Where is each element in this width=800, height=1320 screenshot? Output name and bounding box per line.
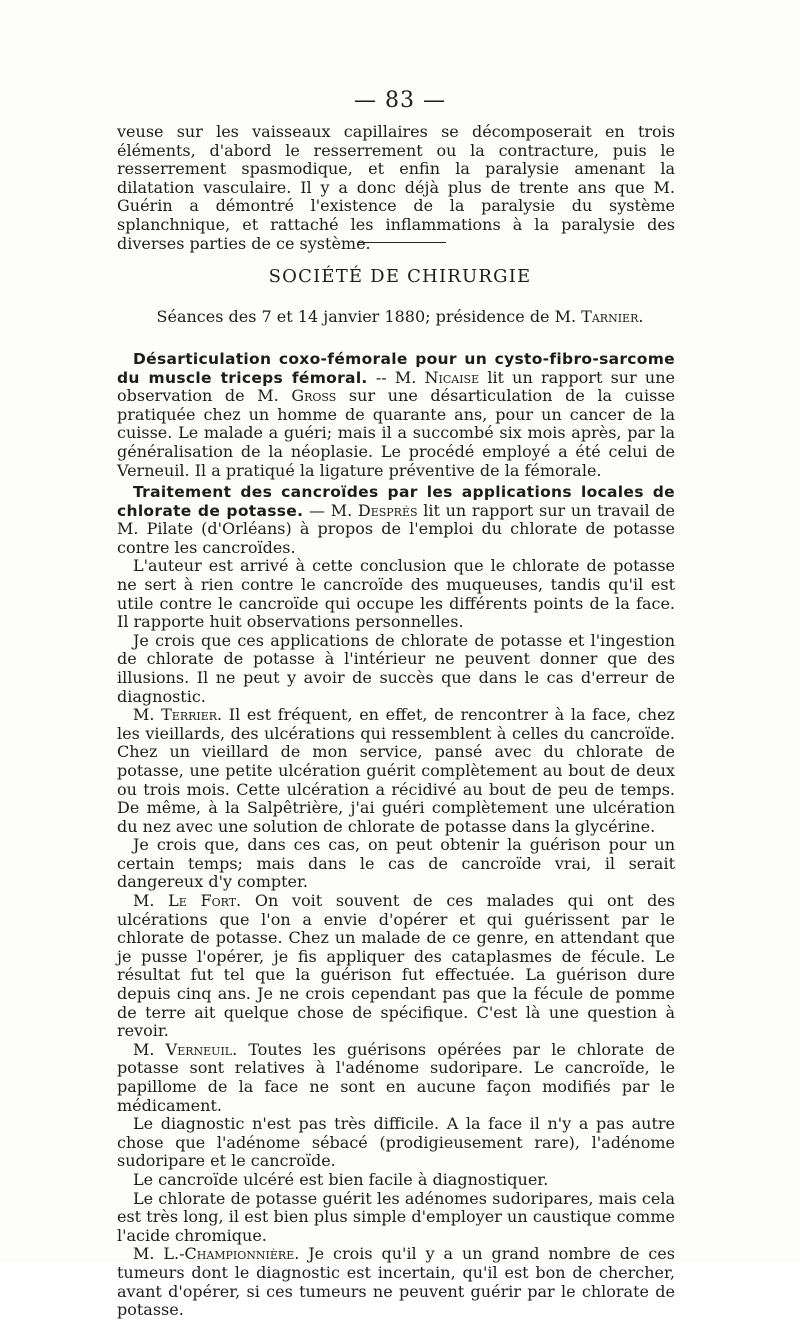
body-paragraph [117,557,675,631]
article-paragraph [117,483,675,557]
body-paragraph [117,892,675,1041]
sessions-end: . [638,307,644,326]
page-number: — 83 — [354,88,446,113]
paragraph-text: Il est fréquent, en effet, de rencontrer à la face, chez les vieillards, des ulcérations qui ressemblent à celles du cancroïde. Chez un vieillard de mon service, pansé avec du chlorate de potasse, une petite ulcération guérit complètement au bout de deux ou trois mois. Cette ulcération a récidivé au bout de peu de temps. De même, à la Salpêtrière, j'ai guéri complètement une ulcération du nez avec une solution de chlorate de potasse dans la glycérine. [117,705,675,836]
speaker-name: Gross [291,386,337,406]
body-paragraph [117,836,675,892]
sessions-text: Séances des 7 et 14 janvier 1880; présidence de M. [156,307,582,326]
paragraph-text: Je crois que ces applications de chlorate de potasse et l'ingestion de chlorate de potasse à l'intérieur ne peuvent donner que des illusions. Il ne peut y avoir de succès que dans le cas d'erreur de diagnostic. [117,630,675,706]
intro-paragraph: veuse sur les vaisseaux capillaires se décomposerait en trois éléments, d'abord le resserrement ou la contracture, puis le resserrement spasmodique, et enfin la paralysie amenant la dilatation vasculaire. Il y a donc déjà plus de trente ans que M. Guérin a démontré l'existence de la paralysie du système splanchnique, et rattaché les inflammations à la paralysie des diverses parties de ce système. [117,122,675,253]
body-paragraph [117,632,675,706]
body-paragraph [117,1041,675,1115]
speaker-name: Després [357,500,418,520]
president-name: Tarnier [581,307,639,326]
body-paragraph [117,1171,675,1190]
intro-paragraph-block [117,123,675,253]
section-title: SOCIÉTÉ DE CHIRURGIE [268,266,532,287]
paragraph-text: Je crois que, dans ces cas, on peut obtenir la guérison pour un certain temps; mais dans le cas de cancroïde vrai, il serait dangereux d'y compter. [117,835,675,892]
article-paragraph [117,350,675,480]
speaker-name: M. L.-Championnière. [133,1244,300,1264]
article-body: lit un rapport sur un travail de M. Pilate (d'Orléans) à propos de l'emploi du chlorate de potasse contre les cancroïdes. [117,500,676,557]
paragraph-text: Toutes les guérisons opérées par le chlorate de potasse sont relatives à l'adénome sudoripare. Le cancroïde, le papillome de la face ne sont en aucune façon modifiés par le médicament. [117,1039,675,1115]
paragraph-text: On voit souvent de ces malades qui ont des ulcérations que l'on a envie d'opérer et qui guérissent par le chlorate de potasse. Chez un malade de ce genre, en attendant que je pusse l'opérer, je fis appliquer des cataplasmes de fécule. Le résultat fut tel que la guérison fut effectuée. La guérison dure depuis cinq ans. Je ne crois cependant pas que la fécule de pomme de terre ait quelque chose de spécifique. C'est là une question à revoir. [117,891,675,1041]
paragraph-text: L'auteur est arrivé à cette conclusion que le chlorate de potasse ne sert à rien contre le cancroïde des muqueuses, tandis qu'il est utile contre le cancroïde qui occupe les différents points de la face. Il rapporte huit observations personnelles. [117,556,675,632]
body-paragraph [117,706,675,836]
article-coxo-femorale [117,350,675,480]
paragraph-text: Le cancroïde ulcéré est bien facile à diagnostiquer. [133,1169,549,1189]
speaker-name: M. Verneuil. [133,1039,238,1059]
speaker-name: M. Le Fort. [133,891,242,911]
article-title: Traitement des cancroïdes par les applications locales de chlorate de potasse. [117,483,675,520]
article-body: lit un rapport sur une observation de M. [117,367,675,406]
paragraph-text: Le chlorate de potasse guérit les adénomes sudoripares, mais cela est très long, il est bien plus simple d'employer un caustique comme l'acide chromique. [117,1188,675,1245]
article-dash: — M. [303,500,358,520]
article-dash: -- M. [367,367,425,387]
body-paragraph [117,1190,675,1246]
sessions-line [0,308,800,327]
body-paragraph [117,1115,675,1171]
paragraph-text: Le diagnostic n'est pas très difficile. A la face il n'y a pas autre chose que l'adénome sébacé (prodigieusement rare), l'adénome sudoripare et le cancroïde. [117,1114,675,1171]
speaker-name: M. Terrier. [133,705,223,725]
article-body: sur une désarticulation de la cuisse pratiquée chez un homme de quarante ans, pour un cancer de la cuisse. Le malade a guéri; mais il a succombé six mois après, par la généralisation de la néoplasie. Le procédé employé a été celui de Verneuil. Il a pratiqué la ligature préventive de la fémorale. [117,386,675,480]
speaker-name: Nicaise [424,367,480,387]
body-paragraph [117,1245,675,1319]
section-divider [358,242,446,243]
article-cancroides [117,483,675,1320]
paragraph-text: Je crois qu'il y a un grand nombre de ces tumeurs dont le diagnostic est incertain, qu'il est bon de chercher, avant d'opérer, si ces tumeurs ne peuvent guérir par le chlorate de potasse. [117,1244,675,1320]
article-title: Désarticulation coxo-fémorale pour un cysto-fibro-sarcome du muscle triceps fémoral. [117,350,675,387]
